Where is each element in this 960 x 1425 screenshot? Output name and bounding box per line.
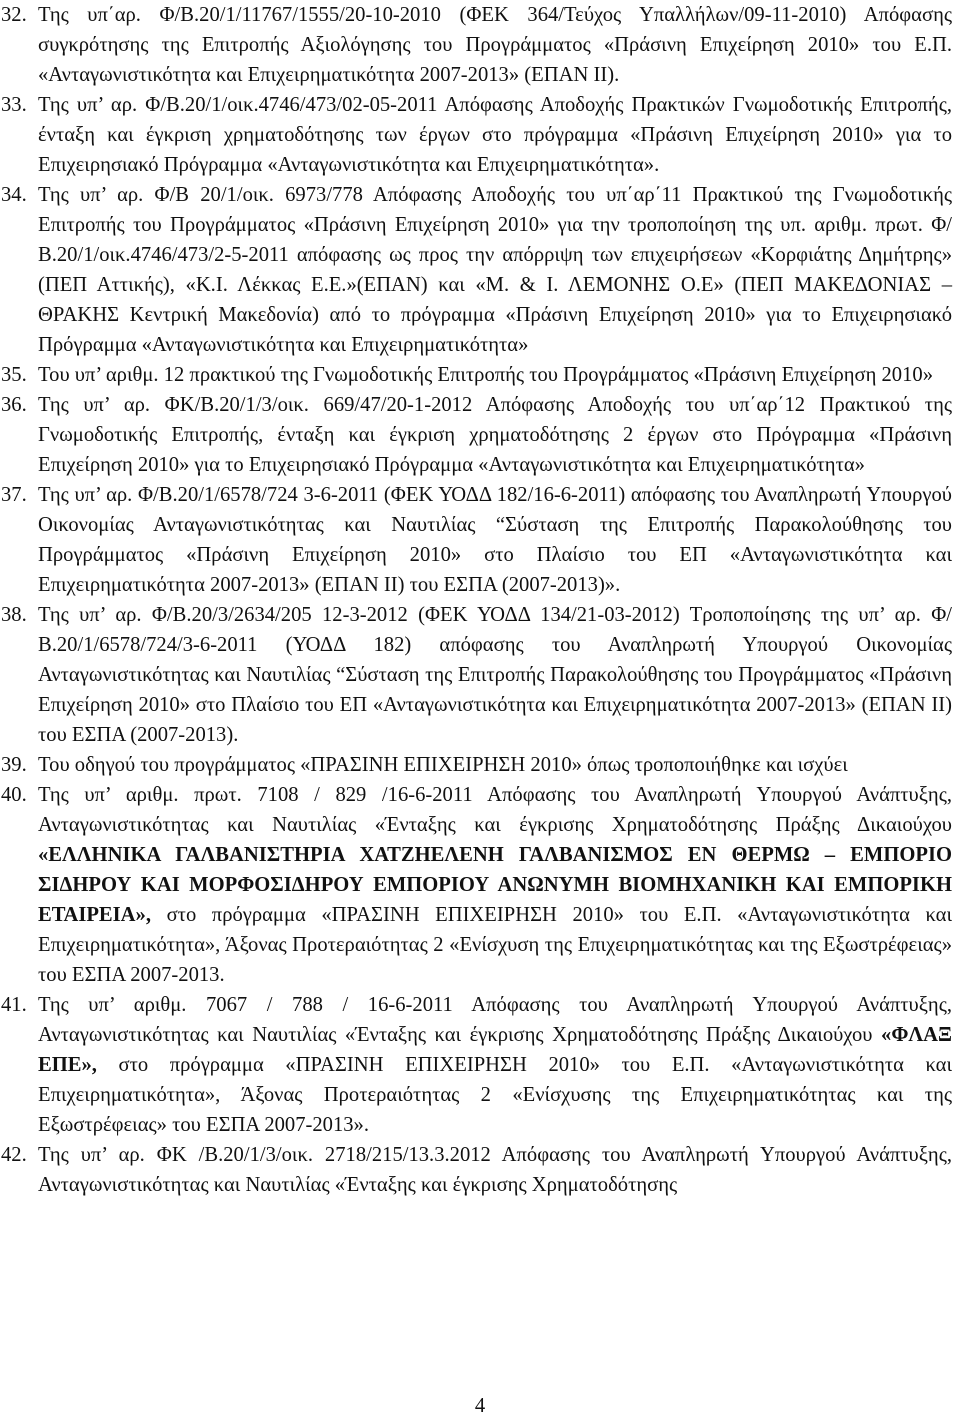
- item-number: 35.: [1, 364, 27, 386]
- item-text-segment: στο πρόγραμμα «ΠΡΑΣΙΝΗ ΕΠΙΧΕΙΡΗΣΗ 2010» του Ε.Π. «Ανταγωνιστικότητα και Επιχειρηματικότητα», Άξονας Προτεραιότητας 2 «Ενίσχυσης της Επιχειρηματικότητας και της Εξωστρέφειας» του ΕΣΠΑ 2007-2013».: [38, 1054, 952, 1136]
- item-text: [38, 600, 952, 750]
- item-text: [38, 390, 952, 480]
- list-item: [1, 780, 952, 990]
- item-number: 32.: [1, 4, 27, 26]
- item-text-segment: Της υπ’ αριθμ. πρωτ. 7108 / 829 /16-6-2011 Απόφασης του Αναπληρωτή Υπουργού Ανάπτυξης, Ανταγωνιστικότητας και Ναυτιλίας «Ένταξης και έγκρισης Χρηματοδότησης Πράξης Δικαιούχου: [38, 784, 952, 836]
- item-text: [38, 90, 952, 180]
- list-item: [1, 600, 952, 750]
- list-item: [1, 360, 952, 390]
- item-number: 39.: [1, 754, 27, 776]
- item-text-segment: Της υπ’ αρ. Φ/Β 20/1/οικ. 6973/778 Απόφασης Αποδοχής του υπ΄αρ΄11 Πρακτικού της Γνωμοδοτικής Επιτροπής του Προγράμματος «Πράσινη Επιχείρηση 2010» για την τροποποίηση της υπ. αριθμ. πρωτ. Φ/Β.20/1/οικ.4746/473/2-5-2011 απόφασης ως προς την απόρριψη των επιχειρήσεων «Κορφιάτης Δημήτρης» (ΠΕΠ Αττικής), «Κ.Ι. Λέκκας Ε.Ε.»(ΕΠΑΝ) και «Μ. & Ι. ΛΕΜΟΝΗΣ Ο.Ε» (ΠΕΠ ΜΑΚΕΔΟΝΙΑΣ – ΘΡΑΚΗΣ Κεντρική Μακεδονία) από το πρόγραμμα «Πράσινη Επιχείρηση 2010» για το Επιχειρησιακό Πρόγραμμα «Ανταγωνιστικότητα και Επιχειρηματικότητα»: [38, 184, 952, 356]
- item-number: 34.: [1, 184, 27, 206]
- list-item: [1, 390, 952, 480]
- item-text-segment: Της υπ’ αριθμ. 7067 / 788 / 16-6-2011 Απόφασης του Αναπληρωτή Υπουργού Ανάπτυξης, Ανταγωνιστικότητας και Ναυτιλίας «Ένταξης και έγκρισης Χρηματοδότησης Πράξης Δικαιούχου: [38, 994, 952, 1046]
- page-number: 4: [474, 1395, 486, 1417]
- list-item: [1, 90, 952, 180]
- item-text-segment: Της υπ’ αρ. ΦΚ /Β.20/1/3/οικ. 2718/215/13.3.2012 Απόφασης του Αναπληρωτή Υπουργού Ανάπτυξης, Ανταγωνιστικότητας και Ναυτιλίας «Ένταξης και έγκρισης Χρηματοδότησης: [38, 1144, 952, 1196]
- item-text-segment: Του υπ’ αριθμ. 12 πρακτικού της Γνωμοδοτικής Επιτροπής του Προγράμματος «Πράσινη Επιχείρηση 2010»: [38, 364, 933, 386]
- item-text: [38, 180, 952, 360]
- list-item: [1, 180, 952, 360]
- list-item: [1, 480, 952, 600]
- item-text: [38, 750, 952, 780]
- item-text: [38, 780, 952, 990]
- item-text-bold: «ΦΛΑΞ ΕΠΕ»,: [38, 1024, 952, 1076]
- item-number: 38.: [1, 604, 27, 626]
- item-number: 36.: [1, 394, 27, 416]
- item-text: [38, 990, 952, 1140]
- item-text-segment: Της υπ΄αρ. Φ/Β.20/1/11767/1555/20-10-2010 (ΦΕΚ 364/Τεύχος Υπαλλήλων/09-11-2010) Απόφασης συγκρότησης της Επιτροπής Αξιολόγησης του Προγράμματος «Πράσινη Επιχείρηση 2010» του Ε.Π. «Ανταγωνιστικότητα και Επιχειρηματικότητα 2007-2013» (ΕΠΑΝ ΙΙ).: [38, 4, 952, 86]
- item-number: 37.: [1, 484, 27, 506]
- item-text-bold: «ΕΛΛΗΝΙΚΑ ΓΑΛΒΑΝΙΣΤΗΡΙΑ ΧΑΤΖΗΕΛΕΝΗ ΓΑΛΒΑΝΙΣΜΟΣ ΕΝ ΘΕΡΜΩ – ΕΜΠΟΡΙΟ ΣΙΔΗΡΟΥ ΚΑΙ ΜΟΡΦΟΣΙΔΗΡΟΥ ΕΜΠΟΡΙΟΥ ΑΝΩΝΥΜΗ ΒΙΟΜΗΧΑΝΙΚΗ ΚΑΙ ΕΜΠΟΡΙΚΗ ΕΤΑΙΡΕΙΑ»,: [38, 844, 952, 926]
- item-text: [38, 360, 952, 390]
- item-number: 33.: [1, 94, 27, 116]
- item-text: [38, 1140, 952, 1200]
- item-text-segment: Της υπ’ αρ. Φ/Β.20/1/οικ.4746/473/02-05-2011 Απόφασης Αποδοχής Πρακτικών Γνωμοδοτικής Επιτροπής, ένταξη και έγκριση χρηματοδότησης των έργων στο πρόγραμμα «Πράσινη Επιχείρηση 2010» για το Επιχειρησιακό Πρόγραμμα «Ανταγωνιστικότητα και Επιχειρηματικότητα».: [38, 94, 952, 176]
- item-text-segment: Της υπ’ αρ. Φ/Β.20/3/2634/205 12-3-2012 (ΦΕΚ ΥΟΔΔ 134/21-03-2012) Τροποποίησης της υπ’ αρ. Φ/Β.20/1/6578/724/3-6-2011 (ΥΟΔΔ 182) απόφασης του Αναπληρωτή Υπουργού Οικονομίας Ανταγωνιστικότητας και Ναυτιλίας “Σύσταση της Επιτροπής Παρακολούθησης του Προγράμματος «Πράσινη Επιχείρηση 2010» στο Πλαίσιο του ΕΠ «Ανταγωνιστικότητα και Επιχειρηματικότητα 2007-2013» (ΕΠΑΝ ΙΙ) του ΕΣΠΑ (2007-2013).: [38, 604, 952, 746]
- item-number: 41.: [1, 994, 27, 1016]
- list-item: [1, 750, 952, 780]
- item-text-segment: Του οδηγού του προγράμματος «ΠΡΑΣΙΝΗ ΕΠΙΧΕΙΡΗΣΗ 2010» όπως τροποποιήθηκε και ισχύει: [38, 754, 848, 776]
- item-number: 42.: [1, 1144, 27, 1166]
- list-item: [1, 1140, 952, 1200]
- item-text: [38, 480, 952, 600]
- item-text: [38, 0, 952, 90]
- list-item: [1, 990, 952, 1140]
- list-item: [1, 0, 952, 90]
- item-text-segment: Της υπ’ αρ. Φ/Β.20/1/6578/724 3-6-2011 (ΦΕΚ ΥΟΔΔ 182/16-6-2011) απόφασης του Αναπληρωτή Υπουργού Οικονομίας Ανταγωνιστικότητας και Ναυτιλίας “Σύσταση της Επιτροπής Παρακολούθησης του Προγράμματος «Πράσινη Επιχείρηση 2010» στο Πλαίσιο του ΕΠ «Ανταγωνιστικότητα και Επιχειρηματικότητα 2007-2013» (ΕΠΑΝ ΙΙ) του ΕΣΠΑ (2007-2013)».: [38, 484, 952, 596]
- numbered-list: [1, 0, 952, 1200]
- item-text-segment: στο πρόγραμμα «ΠΡΑΣΙΝΗ ΕΠΙΧΕΙΡΗΣΗ 2010» του Ε.Π. «Ανταγωνιστικότητα και Επιχειρηματικότητα», Άξονας Προτεραιότητας 2 «Ενίσχυση της Επιχειρηματικότητας και της Εξωστρέφειας» του ΕΣΠΑ 2007-2013.: [38, 904, 952, 986]
- item-text-segment: Της υπ’ αρ. ΦΚ/Β.20/1/3/οικ. 669/47/20-1-2012 Απόφασης Αποδοχής του υπ΄αρ΄12 Πρακτικού της Γνωμοδοτικής Επιτροπής, ένταξη και έγκριση χρηματοδότησης 2 έργων στο Πρόγραμμα «Πράσινη Επιχείρηση 2010» για το Επιχειρησιακό Πρόγραμμα «Ανταγωνιστικότητα και Επιχειρηματικότητα»: [38, 394, 952, 476]
- item-number: 40.: [1, 784, 27, 806]
